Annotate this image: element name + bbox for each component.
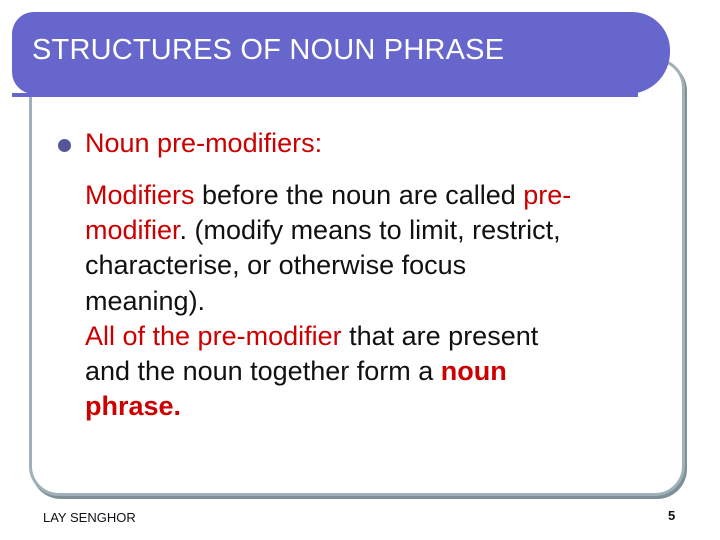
bullet-heading: Noun pre-modifiers: [85,128,323,158]
term-pre: pre- [523,180,572,210]
footer-author: LAY SENGHOR [43,510,136,525]
term-modifier: modifier [85,215,180,246]
term-noun: noun [440,356,507,387]
body-text-4: meaning). [85,285,206,316]
slide-title: STRUCTURES OF NOUN PHRASE [32,34,505,66]
body-text-5: that are present [341,320,539,351]
term-modifiers: Modifiers [85,180,195,210]
term-all-pre-modifier: All of the pre-modifier [85,320,342,351]
body-text-6: and the noun together form a [85,356,441,387]
body-paragraph [85,178,685,424]
body-text-1: before the noun are called [194,180,524,210]
page-number: 5 [668,508,676,523]
bullet-icon [58,139,71,152]
banner-underline [12,93,638,97]
body-text-3: characterise, or otherwise focus [85,250,467,281]
term-phrase: phrase. [85,391,182,422]
body-text-2: . (modify means to limit, restrict, [179,215,561,246]
